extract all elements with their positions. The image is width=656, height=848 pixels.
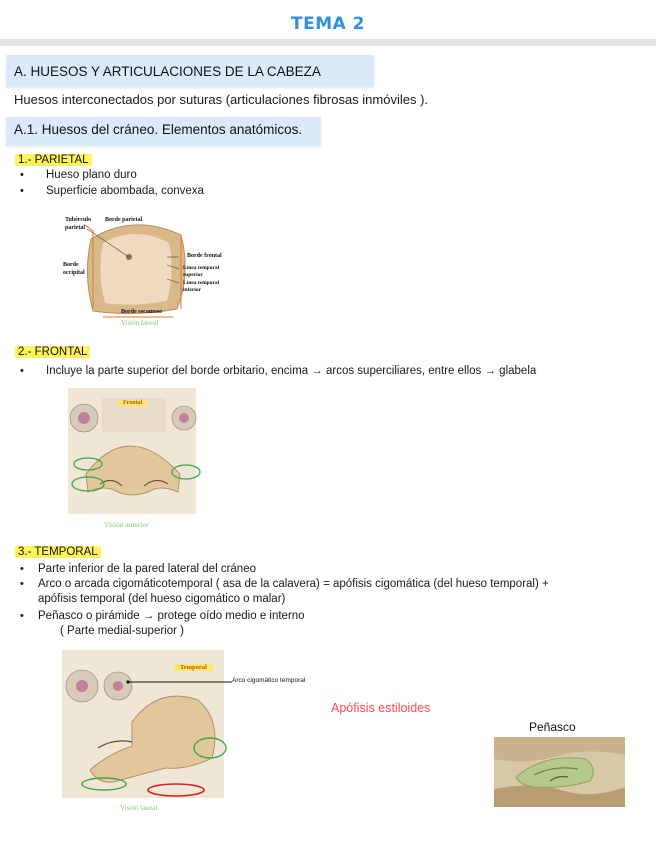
frontal-bullet: • Incluye la parte superior del borde orbitario, encima → arcos superciliares, entre ellos → glabela bbox=[20, 365, 537, 377]
label-borde-escamoso: Borde escamoso bbox=[121, 309, 163, 315]
temporal-figure-caption: Visión lateral bbox=[120, 804, 158, 812]
section-a1-heading: A.1. Huesos del cráneo. Elementos anatómicos. bbox=[6, 117, 321, 146]
label-linea-temporal-superior: Línea temporal superior bbox=[183, 265, 220, 278]
parietal-figure bbox=[63, 213, 223, 331]
label-tuberculo-parietal: Tubérculo parietal bbox=[65, 217, 92, 231]
frontal-figure-caption: Visión anterior bbox=[104, 520, 149, 529]
page-title: TEMA 2 bbox=[290, 14, 366, 34]
temporal-figure bbox=[62, 650, 342, 822]
penasco-label: Peñasco bbox=[529, 720, 576, 734]
penasco-photo bbox=[494, 737, 625, 807]
section-a-intro: Huesos interconectados por suturas (articulaciones fibrosas inmóviles ). bbox=[14, 92, 429, 107]
parietal-bullet: • Superficie abombada, convexa bbox=[20, 185, 204, 197]
temporal-bullet: • Parte inferior de la pared lateral del cráneo bbox=[20, 563, 256, 575]
temporal-figure-tag: Temporal bbox=[174, 664, 213, 671]
arco-cigomatico-label: Arco cigomático temporal bbox=[232, 677, 306, 684]
parietal-figure-caption: Visión lateral bbox=[121, 319, 159, 327]
temporal-bullet-continuation: apófisis temporal (del hueso cigomático o malar) bbox=[38, 593, 286, 605]
parietal-bullet: • Hueso plano duro bbox=[20, 169, 137, 181]
penasco-bone-illustration bbox=[494, 737, 625, 807]
frontal-figure-tag: Frontal bbox=[118, 400, 147, 406]
label-linea-temporal-inferior: Línea temporal inferior bbox=[183, 280, 220, 293]
frontal-heading: 2.- FRONTAL bbox=[15, 346, 90, 358]
temporal-bullet: • Peñasco o pirámide → protege oído medio e interno bbox=[20, 610, 305, 622]
temporal-bone-illustration bbox=[62, 650, 342, 810]
header-divider bbox=[0, 39, 656, 46]
temporal-bullet-note: ( Parte medial-superior ) bbox=[60, 625, 184, 637]
label-borde-frontal: Borde frontal bbox=[187, 253, 222, 259]
temporal-bullet: • Arco o arcada cigomáticotemporal ( asa de la calavera) = apófisis cigomática (del hueso temporal) + bbox=[20, 578, 549, 590]
label-borde-occipital: Borde occipital bbox=[63, 262, 85, 276]
temporal-heading: 3.- TEMPORAL bbox=[15, 546, 101, 558]
frontal-figure bbox=[68, 388, 208, 530]
frontal-bone-illustration bbox=[68, 388, 208, 516]
apofisis-estiloides-label: Apófisis estiloides bbox=[331, 701, 431, 715]
section-a-heading: A. HUESOS Y ARTICULACIONES DE LA CABEZA bbox=[6, 55, 374, 87]
label-borde-parietal: Borde parietal bbox=[105, 217, 143, 223]
parietal-heading: 1.- PARIETAL bbox=[15, 154, 92, 166]
